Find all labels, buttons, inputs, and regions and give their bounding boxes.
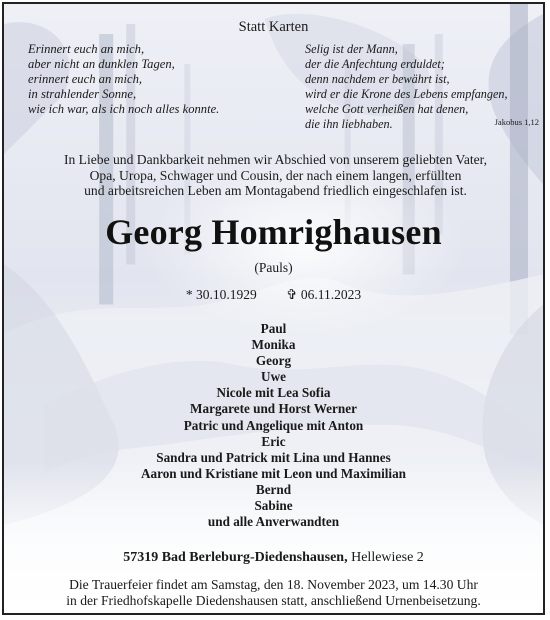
funeral-line: Die Trauerfeier findet am Samstag, den 18. November 2023, um 14.30 Uhr bbox=[69, 577, 478, 592]
funeral-notice bbox=[4, 577, 543, 609]
intro-line: und arbeitsreichen Leben am Montagabend friedlich eingeschlafen ist. bbox=[84, 183, 467, 198]
address-place: 57319 Bad Berleburg-Diedenshausen, bbox=[123, 550, 348, 565]
birth-date: * 30.10.1929 bbox=[185, 287, 257, 302]
poem-right-line: die ihn liebhaben. bbox=[305, 117, 393, 131]
poem-right-line: wird er die Krone des Lebens empfangen, bbox=[305, 87, 508, 101]
mourner: Paul bbox=[260, 321, 287, 336]
mourner: Uwe bbox=[261, 369, 286, 385]
mourner: Nicole mit Lea Sofia bbox=[216, 385, 331, 401]
poem-left-line: Erinnert euch an mich, bbox=[28, 42, 145, 56]
poem-right-line: Selig ist der Mann, bbox=[305, 42, 398, 56]
poem-left bbox=[28, 42, 288, 117]
poem-right-line: der die Anfechtung erduldet; bbox=[305, 57, 445, 71]
life-dates bbox=[4, 287, 543, 303]
address-street: Hellewiese 2 bbox=[351, 550, 424, 565]
mourners-list bbox=[4, 321, 543, 530]
funeral-line: in der Friedhofskapelle Diedenshausen statt, anschließend Urnenbeisetzung. bbox=[66, 593, 481, 608]
intro-text bbox=[14, 152, 537, 199]
mourner: Monika bbox=[251, 337, 296, 353]
mourner: Margarete und Horst Werner bbox=[190, 401, 357, 417]
poem-right-line: denn nachdem er bewährt ist, bbox=[305, 72, 450, 86]
obituary-card bbox=[2, 2, 545, 615]
mourner: und alle Anverwandten bbox=[207, 514, 340, 530]
family-address bbox=[4, 550, 543, 566]
mourner: Aaron und Kristiane mit Leon und Maximilian bbox=[140, 465, 406, 481]
poem-left-line: wie ich war, als ich noch alles konnte. bbox=[28, 102, 220, 116]
poem-right-line: welche Gott verheißen hat denen, bbox=[305, 102, 469, 116]
mourner: Patric und Angelique mit Anton bbox=[183, 417, 364, 433]
mourner: Sandra und Patrick mit Lina und Hannes bbox=[156, 449, 391, 465]
poem-left-line: erinnert euch an mich, bbox=[28, 72, 143, 86]
statt-karten-heading: Statt Karten bbox=[238, 19, 309, 35]
mourner: Eric bbox=[261, 433, 286, 449]
intro-line: Opa, Uropa, Schwager und Cousin, der nach einem langen, erfüllten bbox=[89, 167, 462, 183]
mourner: Sabine bbox=[254, 498, 293, 514]
poem-left-line: aber nicht an dunklen Tagen, bbox=[28, 57, 175, 71]
mourner: Bernd bbox=[255, 481, 292, 497]
deceased-nickname: (Pauls) bbox=[254, 260, 293, 275]
intro-line: In Liebe und Dankbarkeit nehmen wir Abschied von unserem geliebten Vater, bbox=[63, 152, 488, 167]
deceased-name: Georg Homrighausen bbox=[105, 212, 442, 252]
poem-left-line: in strahlender Sonne, bbox=[28, 87, 137, 101]
death-date: ✞ 06.11.2023 bbox=[286, 287, 362, 302]
mourner: Georg bbox=[255, 353, 292, 369]
bible-citation: Jakobus 1,12 bbox=[494, 117, 539, 127]
